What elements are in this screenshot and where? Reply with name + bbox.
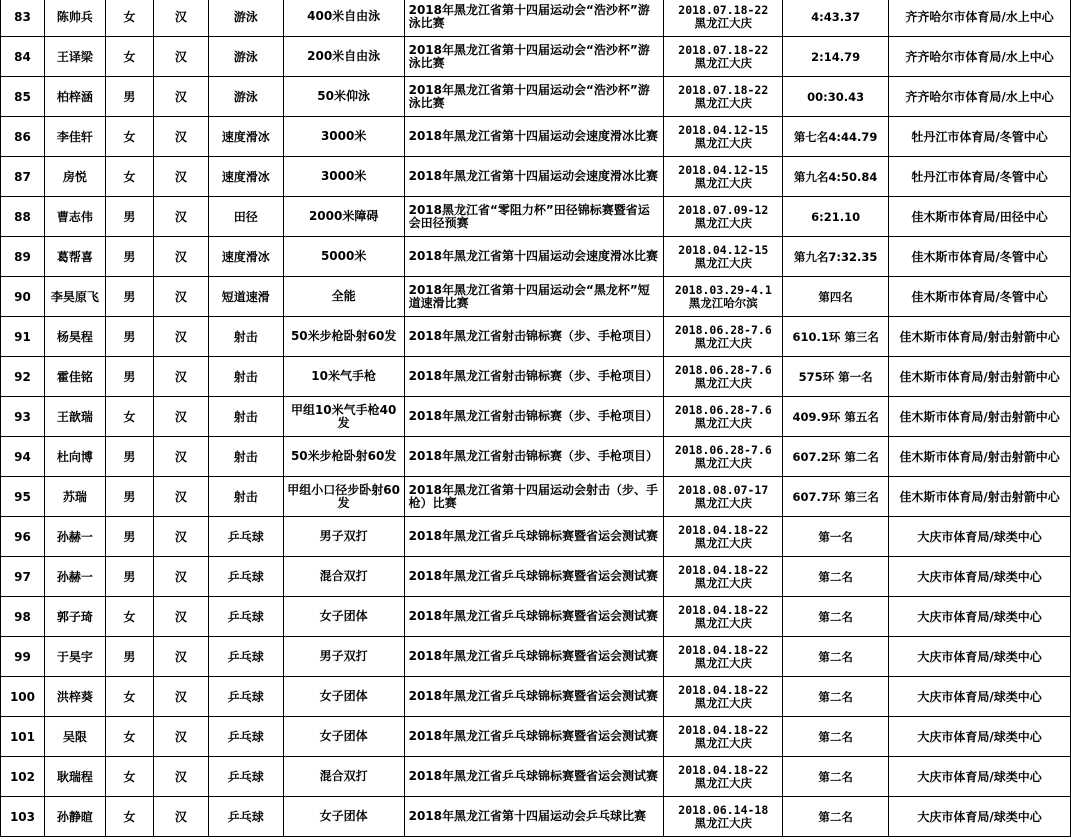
gender-cell: 女 bbox=[105, 397, 153, 437]
event-cell: 男子双打 bbox=[283, 637, 404, 677]
affiliation-cell: 齐齐哈尔市体育局/水上中心 bbox=[889, 37, 1071, 77]
date-venue-cell bbox=[664, 677, 783, 717]
sport-cell: 射击 bbox=[208, 397, 283, 437]
sport-cell: 射击 bbox=[208, 357, 283, 397]
date-text: 2018.06.14-18 bbox=[678, 802, 769, 817]
date-venue-cell bbox=[664, 397, 783, 437]
athlete-name-cell: 苏瑞 bbox=[44, 477, 105, 517]
row-number-cell: 86 bbox=[1, 117, 45, 157]
athlete-name-cell: 王译梁 bbox=[44, 37, 105, 77]
venue-text: 黑龙江大庆 bbox=[694, 95, 753, 110]
venue-text: 黑龙江大庆 bbox=[694, 15, 753, 30]
table-row bbox=[1, 597, 1071, 637]
competition-cell: 2018年黑龙江省射击锦标赛（步、手枪项目） bbox=[404, 317, 664, 357]
date-venue-cell bbox=[664, 517, 783, 557]
result-cell: 第一名 bbox=[783, 517, 889, 557]
date-text: 2018.06.28-7.6 bbox=[674, 362, 772, 377]
affiliation-cell: 齐齐哈尔市体育局/水上中心 bbox=[889, 77, 1071, 117]
sport-cell: 乒乓球 bbox=[208, 797, 283, 837]
date-venue-cell bbox=[664, 157, 783, 197]
affiliation-cell: 佳木斯市体育局/射击射箭中心 bbox=[889, 357, 1071, 397]
affiliation-cell: 佳木斯市体育局/冬管中心 bbox=[889, 237, 1071, 277]
date-text: 2018.07.18-22 bbox=[678, 82, 769, 97]
sport-cell: 乒乓球 bbox=[208, 677, 283, 717]
result-cell: 第四名 bbox=[783, 277, 889, 317]
competition-cell: 2018年黑龙江省第十四届运动会速度滑冰比赛 bbox=[404, 117, 664, 157]
ethnicity-cell: 汉 bbox=[153, 437, 208, 477]
athlete-name-cell: 耿瑞程 bbox=[44, 757, 105, 797]
result-cell: 6:21.10 bbox=[783, 197, 889, 237]
athlete-name-cell: 李佳轩 bbox=[44, 117, 105, 157]
result-cell: 607.2环 第二名 bbox=[783, 437, 889, 477]
date-text: 2018.04.18-22 bbox=[678, 522, 769, 537]
result-cell: 第二名 bbox=[783, 717, 889, 757]
competition-cell: 2018年黑龙江省乒乓球锦标赛暨省运会测试赛 bbox=[404, 677, 664, 717]
row-number-cell: 99 bbox=[1, 637, 45, 677]
table-row bbox=[1, 277, 1071, 317]
gender-cell: 男 bbox=[105, 357, 153, 397]
ethnicity-cell: 汉 bbox=[153, 317, 208, 357]
athlete-name-cell: 王歆瑞 bbox=[44, 397, 105, 437]
ethnicity-cell: 汉 bbox=[153, 517, 208, 557]
date-text: 2018.04.12-15 bbox=[678, 162, 769, 177]
sport-cell: 速度滑冰 bbox=[208, 157, 283, 197]
gender-cell: 男 bbox=[105, 517, 153, 557]
ethnicity-cell: 汉 bbox=[153, 37, 208, 77]
event-cell: 混合双打 bbox=[283, 557, 404, 597]
table-row bbox=[1, 397, 1071, 437]
date-text: 2018.07.18-22 bbox=[678, 2, 769, 17]
row-number-cell: 93 bbox=[1, 397, 45, 437]
row-number-cell: 90 bbox=[1, 277, 45, 317]
competition-cell: 2018年黑龙江省乒乓球锦标赛暨省运会测试赛 bbox=[404, 557, 664, 597]
table-row bbox=[1, 117, 1071, 157]
affiliation-cell: 佳木斯市体育局/射击射箭中心 bbox=[889, 437, 1071, 477]
sport-cell: 乒乓球 bbox=[208, 757, 283, 797]
venue-text: 黑龙江大庆 bbox=[694, 815, 753, 830]
table-row bbox=[1, 437, 1071, 477]
row-number-cell: 89 bbox=[1, 237, 45, 277]
table-row bbox=[1, 197, 1071, 237]
result-cell: 第七名4:44.79 bbox=[783, 117, 889, 157]
date-venue-cell bbox=[664, 797, 783, 837]
ethnicity-cell: 汉 bbox=[153, 397, 208, 437]
date-venue-cell bbox=[664, 477, 783, 517]
venue-text: 黑龙江大庆 bbox=[694, 335, 753, 350]
result-cell: 575环 第一名 bbox=[783, 357, 889, 397]
table-row bbox=[1, 477, 1071, 517]
date-venue-cell bbox=[664, 437, 783, 477]
date-venue-cell bbox=[664, 237, 783, 277]
table-row bbox=[1, 357, 1071, 397]
row-number-cell: 100 bbox=[1, 677, 45, 717]
date-venue-cell bbox=[664, 277, 783, 317]
venue-text: 黑龙江大庆 bbox=[694, 615, 753, 630]
athlete-name-cell: 柏梓涵 bbox=[44, 77, 105, 117]
athlete-name-cell: 杨昊程 bbox=[44, 317, 105, 357]
competition-cell: 2018年黑龙江省第十四届运动会“黑龙杯”短道速滑比赛 bbox=[404, 277, 664, 317]
affiliation-cell: 大庆市体育局/球类中心 bbox=[889, 757, 1071, 797]
result-cell: 第二名 bbox=[783, 757, 889, 797]
sport-cell: 乒乓球 bbox=[208, 717, 283, 757]
athlete-name-cell: 孙赫一 bbox=[44, 517, 105, 557]
result-cell: 第二名 bbox=[783, 597, 889, 637]
athlete-name-cell: 洪梓葵 bbox=[44, 677, 105, 717]
result-cell: 第二名 bbox=[783, 797, 889, 837]
venue-text: 黑龙江大庆 bbox=[694, 135, 753, 150]
sport-cell: 射击 bbox=[208, 477, 283, 517]
sport-cell: 游泳 bbox=[208, 37, 283, 77]
affiliation-cell: 牡丹江市体育局/冬管中心 bbox=[889, 117, 1071, 157]
result-cell: 610.1环 第三名 bbox=[783, 317, 889, 357]
event-cell: 5000米 bbox=[283, 237, 404, 277]
ethnicity-cell: 汉 bbox=[153, 757, 208, 797]
table-row bbox=[1, 37, 1071, 77]
sport-cell: 射击 bbox=[208, 317, 283, 357]
ethnicity-cell: 汉 bbox=[153, 357, 208, 397]
date-text: 2018.06.28-7.6 bbox=[674, 402, 772, 417]
athlete-name-cell: 曹志伟 bbox=[44, 197, 105, 237]
date-venue-cell bbox=[664, 597, 783, 637]
ethnicity-cell: 汉 bbox=[153, 197, 208, 237]
date-text: 2018.04.18-22 bbox=[678, 642, 769, 657]
affiliation-cell: 大庆市体育局/球类中心 bbox=[889, 677, 1071, 717]
venue-text: 黑龙江大庆 bbox=[694, 175, 753, 190]
result-cell: 2:14.79 bbox=[783, 37, 889, 77]
gender-cell: 男 bbox=[105, 77, 153, 117]
affiliation-cell: 佳木斯市体育局/冬管中心 bbox=[889, 277, 1071, 317]
date-venue-cell bbox=[664, 37, 783, 77]
row-number-cell: 85 bbox=[1, 77, 45, 117]
competition-cell: 2018年黑龙江省射击锦标赛（步、手枪项目） bbox=[404, 357, 664, 397]
row-number-cell: 95 bbox=[1, 477, 45, 517]
gender-cell: 女 bbox=[105, 717, 153, 757]
competition-cell: 2018年黑龙江省第十四届运动会“浩沙杯”游泳比赛 bbox=[404, 0, 664, 37]
date-venue-cell bbox=[664, 717, 783, 757]
date-venue-cell bbox=[664, 0, 783, 37]
gender-cell: 女 bbox=[105, 117, 153, 157]
ethnicity-cell: 汉 bbox=[153, 0, 208, 37]
event-cell: 男子双打 bbox=[283, 517, 404, 557]
ethnicity-cell: 汉 bbox=[153, 277, 208, 317]
event-cell: 全能 bbox=[283, 277, 404, 317]
row-number-cell: 102 bbox=[1, 757, 45, 797]
competition-cell: 2018年黑龙江省乒乓球锦标赛暨省运会测试赛 bbox=[404, 597, 664, 637]
event-cell: 3000米 bbox=[283, 157, 404, 197]
affiliation-cell: 牡丹江市体育局/冬管中心 bbox=[889, 157, 1071, 197]
ethnicity-cell: 汉 bbox=[153, 597, 208, 637]
date-text: 2018.04.18-22 bbox=[678, 722, 769, 737]
athlete-name-cell: 孙赫一 bbox=[44, 557, 105, 597]
date-text: 2018.04.18-22 bbox=[678, 762, 769, 777]
gender-cell: 男 bbox=[105, 477, 153, 517]
competition-cell: 2018年黑龙江省第十四届运动会“浩沙杯”游泳比赛 bbox=[404, 77, 664, 117]
athlete-name-cell: 葛帮喜 bbox=[44, 237, 105, 277]
venue-text: 黑龙江大庆 bbox=[694, 575, 753, 590]
event-cell: 女子团体 bbox=[283, 797, 404, 837]
affiliation-cell: 大庆市体育局/球类中心 bbox=[889, 517, 1071, 557]
gender-cell: 男 bbox=[105, 557, 153, 597]
gender-cell: 男 bbox=[105, 237, 153, 277]
date-text: 2018.03.29-4.1 bbox=[674, 282, 772, 297]
date-venue-cell bbox=[664, 317, 783, 357]
venue-text: 黑龙江大庆 bbox=[694, 255, 753, 270]
date-text: 2018.04.12-15 bbox=[678, 122, 769, 137]
gender-cell: 女 bbox=[105, 757, 153, 797]
competition-cell: 2018黑龙江省“零阻力杯”田径锦标赛暨省运会田径预赛 bbox=[404, 197, 664, 237]
date-venue-cell bbox=[664, 557, 783, 597]
date-venue-cell bbox=[664, 757, 783, 797]
event-cell: 2000米障碍 bbox=[283, 197, 404, 237]
date-text: 2018.06.28-7.6 bbox=[674, 322, 772, 337]
event-cell: 400米自由泳 bbox=[283, 0, 404, 37]
athlete-name-cell: 房悦 bbox=[44, 157, 105, 197]
table-row bbox=[1, 77, 1071, 117]
table-row bbox=[1, 637, 1071, 677]
gender-cell: 女 bbox=[105, 797, 153, 837]
date-venue-cell bbox=[664, 357, 783, 397]
affiliation-cell: 齐齐哈尔市体育局/水上中心 bbox=[889, 0, 1071, 37]
affiliation-cell: 佳木斯市体育局/田径中心 bbox=[889, 197, 1071, 237]
venue-text: 黑龙江大庆 bbox=[694, 775, 753, 790]
table-row bbox=[1, 797, 1071, 837]
table-row bbox=[1, 157, 1071, 197]
sport-cell: 游泳 bbox=[208, 0, 283, 37]
date-text: 2018.04.18-22 bbox=[678, 562, 769, 577]
event-cell: 混合双打 bbox=[283, 757, 404, 797]
row-number-cell: 91 bbox=[1, 317, 45, 357]
sport-cell: 乒乓球 bbox=[208, 637, 283, 677]
table-row bbox=[1, 317, 1071, 357]
affiliation-cell: 大庆市体育局/球类中心 bbox=[889, 637, 1071, 677]
athlete-name-cell: 孙静暄 bbox=[44, 797, 105, 837]
competition-cell: 2018年黑龙江省乒乓球锦标赛暨省运会测试赛 bbox=[404, 717, 664, 757]
event-cell: 200米自由泳 bbox=[283, 37, 404, 77]
table-row bbox=[1, 0, 1071, 37]
result-cell: 4:43.37 bbox=[783, 0, 889, 37]
row-number-cell: 96 bbox=[1, 517, 45, 557]
result-cell: 第二名 bbox=[783, 677, 889, 717]
venue-text: 黑龙江大庆 bbox=[694, 455, 753, 470]
gender-cell: 男 bbox=[105, 197, 153, 237]
date-text: 2018.06.28-7.6 bbox=[674, 442, 772, 457]
row-number-cell: 103 bbox=[1, 797, 45, 837]
event-cell: 10米气手枪 bbox=[283, 357, 404, 397]
ethnicity-cell: 汉 bbox=[153, 797, 208, 837]
table-row bbox=[1, 717, 1071, 757]
ethnicity-cell: 汉 bbox=[153, 677, 208, 717]
affiliation-cell: 佳木斯市体育局/射击射箭中心 bbox=[889, 397, 1071, 437]
competition-cell: 2018年黑龙江省第十四届运动会速度滑冰比赛 bbox=[404, 157, 664, 197]
athlete-name-cell: 陈帅兵 bbox=[44, 0, 105, 37]
event-cell: 甲组小口径步卧射60发 bbox=[283, 477, 404, 517]
row-number-cell: 98 bbox=[1, 597, 45, 637]
table-row bbox=[1, 677, 1071, 717]
result-cell: 第二名 bbox=[783, 557, 889, 597]
affiliation-cell: 大庆市体育局/球类中心 bbox=[889, 597, 1071, 637]
row-number-cell: 101 bbox=[1, 717, 45, 757]
ethnicity-cell: 汉 bbox=[153, 477, 208, 517]
result-cell: 607.7环 第三名 bbox=[783, 477, 889, 517]
row-number-cell: 87 bbox=[1, 157, 45, 197]
sport-cell: 游泳 bbox=[208, 77, 283, 117]
venue-text: 黑龙江大庆 bbox=[694, 535, 753, 550]
athlete-name-cell: 郭子琦 bbox=[44, 597, 105, 637]
affiliation-cell: 大庆市体育局/球类中心 bbox=[889, 557, 1071, 597]
row-number-cell: 83 bbox=[1, 0, 45, 37]
date-venue-cell bbox=[664, 77, 783, 117]
result-cell: 409.9环 第五名 bbox=[783, 397, 889, 437]
athlete-name-cell: 吴限 bbox=[44, 717, 105, 757]
venue-text: 黑龙江哈尔滨 bbox=[688, 295, 758, 310]
row-number-cell: 88 bbox=[1, 197, 45, 237]
sport-cell: 乒乓球 bbox=[208, 597, 283, 637]
ethnicity-cell: 汉 bbox=[153, 77, 208, 117]
competition-cell: 2018年黑龙江省第十四届运动会乒乓球比赛 bbox=[404, 797, 664, 837]
result-cell: 第九名4:50.84 bbox=[783, 157, 889, 197]
event-cell: 女子团体 bbox=[283, 597, 404, 637]
ethnicity-cell: 汉 bbox=[153, 717, 208, 757]
event-cell: 甲组10米气手枪40发 bbox=[283, 397, 404, 437]
date-venue-cell bbox=[664, 197, 783, 237]
table-row bbox=[1, 237, 1071, 277]
venue-text: 黑龙江大庆 bbox=[694, 735, 753, 750]
row-number-cell: 84 bbox=[1, 37, 45, 77]
ethnicity-cell: 汉 bbox=[153, 157, 208, 197]
table-row bbox=[1, 757, 1071, 797]
competition-cell: 2018年黑龙江省第十四届运动会速度滑冰比赛 bbox=[404, 237, 664, 277]
date-text: 2018.08.07-17 bbox=[678, 482, 769, 497]
athlete-name-cell: 于昊宇 bbox=[44, 637, 105, 677]
gender-cell: 男 bbox=[105, 317, 153, 357]
event-cell: 50米仰泳 bbox=[283, 77, 404, 117]
table-row bbox=[1, 517, 1071, 557]
athlete-name-cell: 杜向博 bbox=[44, 437, 105, 477]
result-cell: 第九名7:32.35 bbox=[783, 237, 889, 277]
venue-text: 黑龙江大庆 bbox=[694, 495, 753, 510]
gender-cell: 男 bbox=[105, 637, 153, 677]
venue-text: 黑龙江大庆 bbox=[694, 215, 753, 230]
event-cell: 女子团体 bbox=[283, 717, 404, 757]
venue-text: 黑龙江大庆 bbox=[694, 375, 753, 390]
competition-cell: 2018年黑龙江省乒乓球锦标赛暨省运会测试赛 bbox=[404, 517, 664, 557]
competition-cell: 2018年黑龙江省射击锦标赛（步、手枪项目） bbox=[404, 397, 664, 437]
date-text: 2018.04.18-22 bbox=[678, 682, 769, 697]
gender-cell: 女 bbox=[105, 0, 153, 37]
date-text: 2018.04.18-22 bbox=[678, 602, 769, 617]
date-venue-cell bbox=[664, 117, 783, 157]
gender-cell: 男 bbox=[105, 277, 153, 317]
result-cell: 00:30.43 bbox=[783, 77, 889, 117]
affiliation-cell: 佳木斯市体育局/射击射箭中心 bbox=[889, 317, 1071, 357]
venue-text: 黑龙江大庆 bbox=[694, 55, 753, 70]
competition-cell: 2018年黑龙江省射击锦标赛（步、手枪项目） bbox=[404, 437, 664, 477]
gender-cell: 女 bbox=[105, 157, 153, 197]
sport-cell: 田径 bbox=[208, 197, 283, 237]
ethnicity-cell: 汉 bbox=[153, 237, 208, 277]
result-cell: 第二名 bbox=[783, 637, 889, 677]
competition-cell: 2018年黑龙江省第十四届运动会射击（步、手枪）比赛 bbox=[404, 477, 664, 517]
affiliation-cell: 大庆市体育局/球类中心 bbox=[889, 717, 1071, 757]
ethnicity-cell: 汉 bbox=[153, 557, 208, 597]
event-cell: 女子团体 bbox=[283, 677, 404, 717]
sport-cell: 乒乓球 bbox=[208, 517, 283, 557]
sport-cell: 速度滑冰 bbox=[208, 237, 283, 277]
athlete-name-cell: 霍佳铭 bbox=[44, 357, 105, 397]
venue-text: 黑龙江大庆 bbox=[694, 415, 753, 430]
table-row bbox=[1, 557, 1071, 597]
sport-cell: 射击 bbox=[208, 437, 283, 477]
event-cell: 50米步枪卧射60发 bbox=[283, 437, 404, 477]
date-venue-cell bbox=[664, 637, 783, 677]
sport-cell: 短道速滑 bbox=[208, 277, 283, 317]
gender-cell: 女 bbox=[105, 37, 153, 77]
row-number-cell: 97 bbox=[1, 557, 45, 597]
date-text: 2018.07.18-22 bbox=[678, 42, 769, 57]
ethnicity-cell: 汉 bbox=[153, 117, 208, 157]
affiliation-cell: 大庆市体育局/球类中心 bbox=[889, 797, 1071, 837]
date-text: 2018.04.12-15 bbox=[678, 242, 769, 257]
table-body bbox=[1, 0, 1071, 837]
row-number-cell: 94 bbox=[1, 437, 45, 477]
affiliation-cell: 佳木斯市体育局/射击射箭中心 bbox=[889, 477, 1071, 517]
competition-cell: 2018年黑龙江省乒乓球锦标赛暨省运会测试赛 bbox=[404, 757, 664, 797]
venue-text: 黑龙江大庆 bbox=[694, 695, 753, 710]
gender-cell: 女 bbox=[105, 597, 153, 637]
date-text: 2018.07.09-12 bbox=[678, 202, 769, 217]
competition-cell: 2018年黑龙江省乒乓球锦标赛暨省运会测试赛 bbox=[404, 637, 664, 677]
gender-cell: 女 bbox=[105, 677, 153, 717]
row-number-cell: 92 bbox=[1, 357, 45, 397]
venue-text: 黑龙江大庆 bbox=[694, 655, 753, 670]
event-cell: 50米步枪卧射60发 bbox=[283, 317, 404, 357]
event-cell: 3000米 bbox=[283, 117, 404, 157]
ethnicity-cell: 汉 bbox=[153, 637, 208, 677]
competition-cell: 2018年黑龙江省第十四届运动会“浩沙杯”游泳比赛 bbox=[404, 37, 664, 77]
gender-cell: 男 bbox=[105, 437, 153, 477]
athlete-name-cell: 李昊原飞 bbox=[44, 277, 105, 317]
sport-cell: 速度滑冰 bbox=[208, 117, 283, 157]
sport-cell: 乒乓球 bbox=[208, 557, 283, 597]
